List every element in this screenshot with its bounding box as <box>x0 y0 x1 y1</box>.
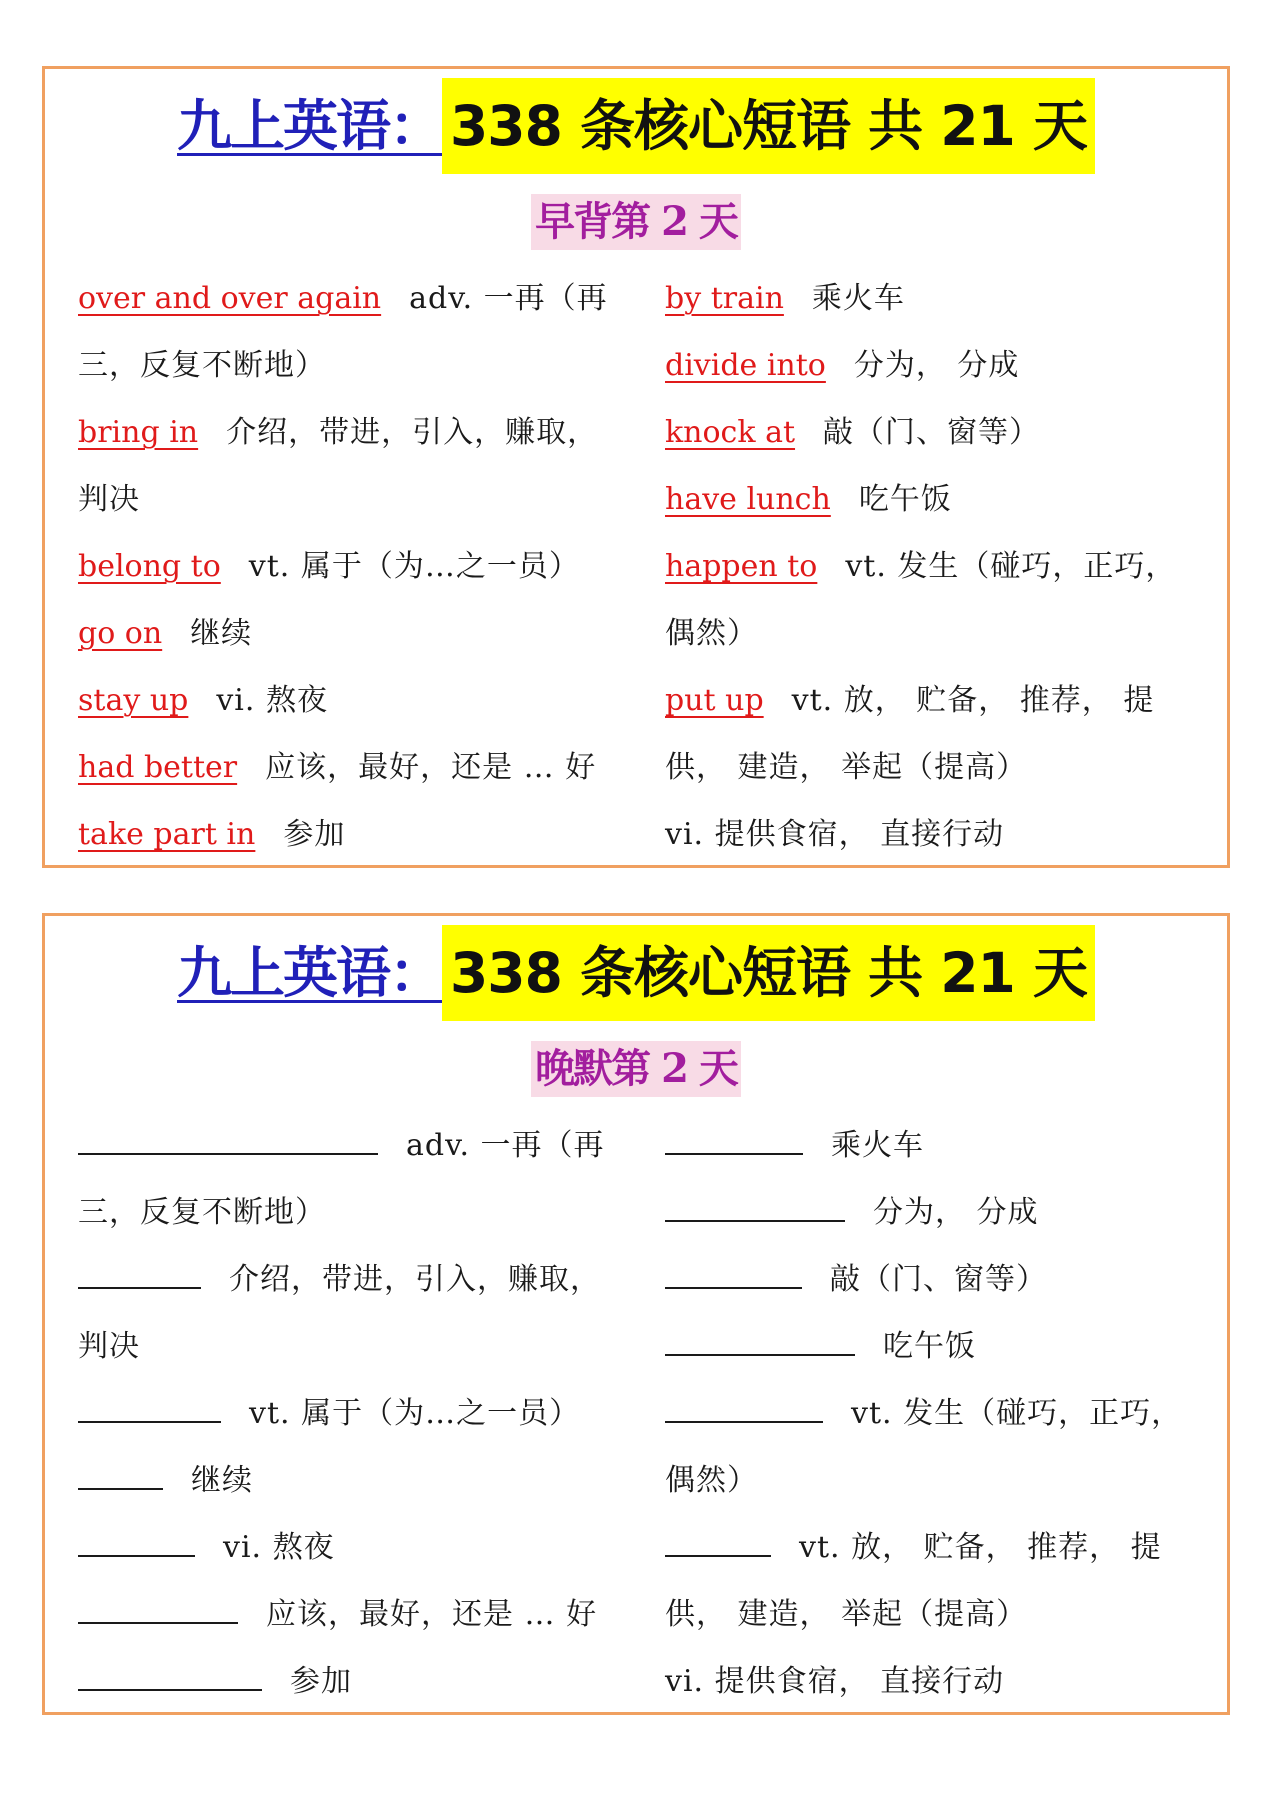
continuation-row <box>665 1648 1210 1715</box>
answer-blank[interactable] <box>78 1247 201 1289</box>
phrase: have lunch <box>665 482 831 517</box>
title-highlight: 338 条核心短语 共 21 天 <box>442 925 1095 1021</box>
continuation-text: 三，反复不断地） <box>78 1195 326 1230</box>
meaning: vt. 发生（碰巧，正巧， <box>851 1396 1183 1431</box>
meaning: 分为， 分成 <box>873 1195 1039 1230</box>
meaning: 介绍，带进，引入，赚取， <box>226 415 599 450</box>
blank-row <box>78 1648 623 1715</box>
meaning: vt. 属于（为…之一员） <box>248 549 580 584</box>
blank-column-left <box>78 1112 623 1715</box>
phrase-row <box>78 399 623 466</box>
continuation-text: 供， 建造， 举起（提高） <box>665 750 1028 785</box>
blank-row <box>665 1246 1210 1313</box>
phrase: happen to <box>665 549 818 584</box>
continuation-row <box>78 466 623 533</box>
phrase: by train <box>665 281 784 316</box>
evening-card <box>42 913 1230 1715</box>
blank-row <box>665 1380 1210 1447</box>
blank-row <box>78 1447 623 1514</box>
meaning: 吃午饭 <box>883 1329 976 1364</box>
answer-blank[interactable] <box>78 1448 163 1490</box>
blank-row <box>665 1179 1210 1246</box>
meaning: vi. 熬夜 <box>223 1530 335 1565</box>
continuation-text: 偶然） <box>665 616 758 651</box>
subtitle-morning <box>45 194 1227 250</box>
blank-row <box>78 1112 623 1179</box>
continuation-text: 判决 <box>78 1329 140 1364</box>
blank-row <box>665 1514 1210 1581</box>
continuation-row <box>78 1313 623 1380</box>
title-prefix: 九上英语： <box>177 93 443 158</box>
phrase: over and over again <box>78 281 382 316</box>
answer-blank[interactable] <box>665 1180 845 1222</box>
phrase: had better <box>78 750 238 785</box>
subtitle-label: 早背第 2 天 <box>531 194 741 250</box>
continuation-text: vi. 提供食宿， 直接行动 <box>665 1664 1005 1699</box>
phrase-column-left <box>78 265 623 868</box>
answer-blank[interactable] <box>78 1515 195 1557</box>
meaning: 参加 <box>283 817 346 852</box>
phrase: belong to <box>78 549 221 584</box>
answer-blank[interactable] <box>78 1113 378 1155</box>
phrase: go on <box>78 616 163 651</box>
blank-column-right <box>665 1112 1210 1715</box>
continuation-row <box>78 1179 623 1246</box>
continuation-row <box>665 801 1210 868</box>
phrase-row <box>78 533 623 600</box>
meaning: vi. 熬夜 <box>216 683 328 718</box>
meaning: 应该，最好，还是 … 好 <box>265 750 597 785</box>
meaning: 分为， 分成 <box>853 348 1020 383</box>
answer-blank[interactable] <box>665 1314 855 1356</box>
phrase-row <box>78 801 623 868</box>
meaning: 吃午饭 <box>858 482 952 517</box>
phrase-row <box>78 734 623 801</box>
blank-row <box>78 1380 623 1447</box>
meaning: 继续 <box>190 616 253 651</box>
title-highlight: 338 条核心短语 共 21 天 <box>442 78 1095 174</box>
blank-row <box>78 1581 623 1648</box>
page-title <box>45 78 1227 174</box>
meaning: vt. 放， 贮备， 推荐， 提 <box>791 683 1155 718</box>
answer-blank[interactable] <box>665 1247 802 1289</box>
phrase-row <box>665 332 1210 399</box>
continuation-row <box>665 734 1210 801</box>
phrase: bring in <box>78 415 199 450</box>
phrase: knock at <box>665 415 796 450</box>
page-title <box>45 925 1227 1021</box>
phrase-row <box>665 466 1210 533</box>
answer-blank[interactable] <box>665 1113 803 1155</box>
phrase-row <box>78 600 623 667</box>
answer-blank[interactable] <box>78 1582 238 1624</box>
subtitle-label: 晚默第 2 天 <box>531 1041 741 1097</box>
meaning: 继续 <box>191 1463 253 1498</box>
phrase: put up <box>665 683 764 718</box>
continuation-row <box>665 600 1210 667</box>
meaning: 乘火车 <box>831 1128 924 1163</box>
phrase: take part in <box>78 817 256 852</box>
meaning: 应该，最好，还是 … 好 <box>266 1597 598 1632</box>
answer-blank[interactable] <box>78 1381 221 1423</box>
meaning: adv. 一再（再 <box>409 281 608 316</box>
continuation-row <box>665 1581 1210 1648</box>
continuation-text: 判决 <box>78 482 140 517</box>
meaning: 敲（门、窗等） <box>830 1262 1047 1297</box>
phrase: divide into <box>665 348 826 383</box>
blank-row <box>665 1313 1210 1380</box>
continuation-row <box>78 332 623 399</box>
blank-row <box>78 1514 623 1581</box>
phrase-row <box>665 399 1210 466</box>
answer-blank[interactable] <box>78 1649 262 1691</box>
continuation-text: 三，反复不断地） <box>78 348 326 383</box>
meaning: vt. 属于（为…之一员） <box>249 1396 581 1431</box>
subtitle-evening <box>45 1041 1227 1097</box>
meaning: 乘火车 <box>811 281 905 316</box>
blank-row <box>665 1112 1210 1179</box>
phrase-row <box>78 265 623 332</box>
meaning: adv. 一再（再 <box>406 1128 605 1163</box>
answer-blank[interactable] <box>665 1381 823 1423</box>
phrase-row <box>78 667 623 734</box>
answer-blank[interactable] <box>665 1515 771 1557</box>
meaning: 参加 <box>290 1664 352 1699</box>
phrase-column-right <box>665 265 1210 868</box>
meaning: vt. 发生（碰巧，正巧， <box>845 549 1177 584</box>
title-prefix: 九上英语： <box>177 940 443 1005</box>
phrase-row <box>665 667 1210 734</box>
meaning: 敲（门、窗等） <box>823 415 1041 450</box>
morning-card <box>42 66 1230 868</box>
meaning: 介绍，带进，引入，赚取， <box>229 1262 601 1297</box>
continuation-text: 偶然） <box>665 1463 758 1498</box>
meaning: vt. 放， 贮备， 推荐， 提 <box>799 1530 1162 1565</box>
phrase-row <box>665 265 1210 332</box>
phrase-row <box>665 533 1210 600</box>
continuation-row <box>665 1447 1210 1514</box>
blank-row <box>78 1246 623 1313</box>
continuation-text: vi. 提供食宿， 直接行动 <box>665 817 1005 852</box>
continuation-text: 供， 建造， 举起（提高） <box>665 1597 1028 1632</box>
phrase: stay up <box>78 683 189 718</box>
